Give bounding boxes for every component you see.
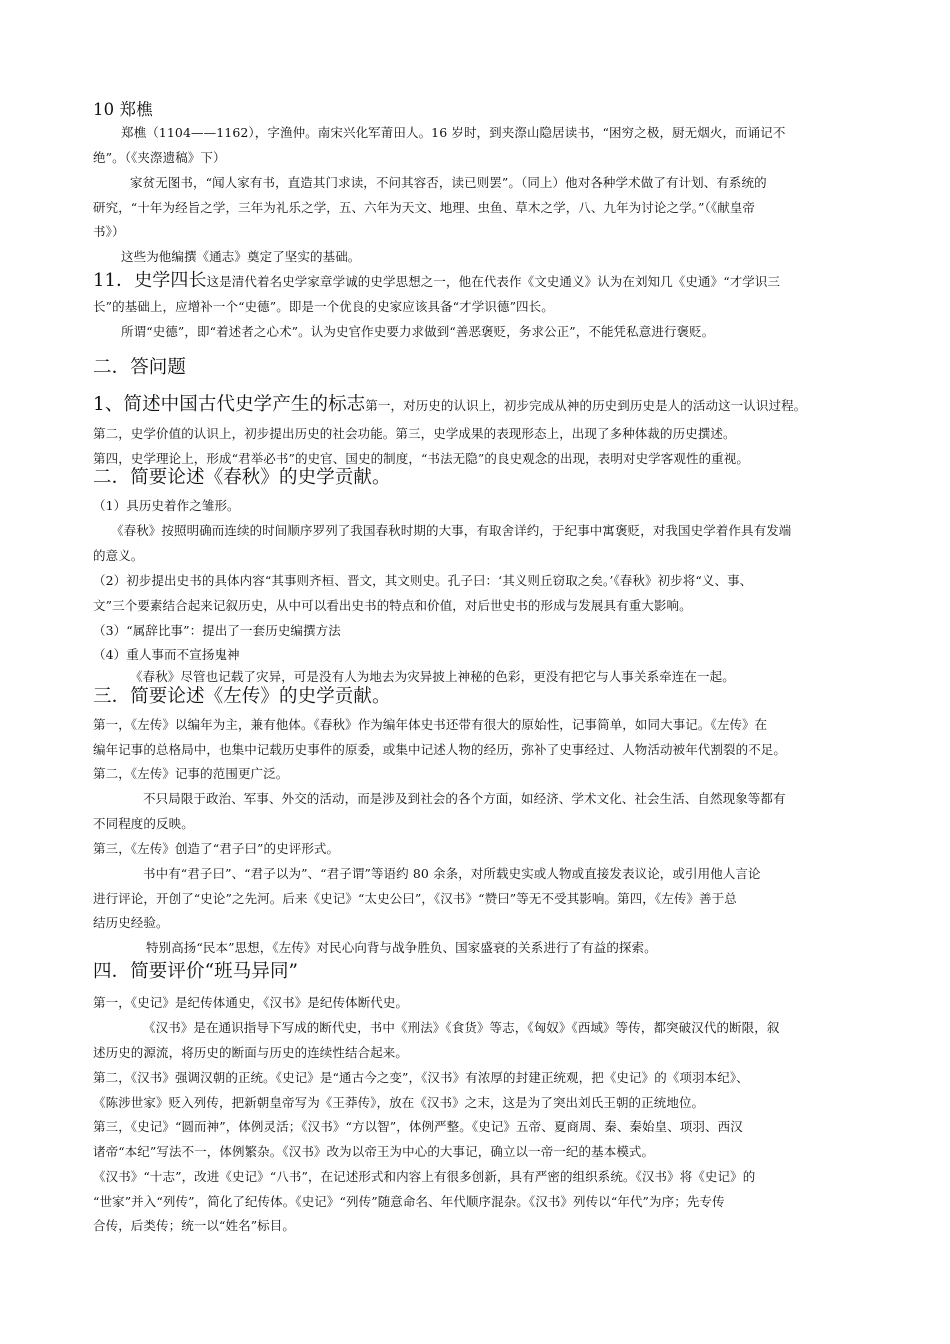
paragraph-line: 诸帝“本纪”写法不一，体例繁杂。《汉书》改为以帝王为中心的大事记，确立以一帝一纪的基本模式。 (93, 1144, 655, 1159)
paragraph-line: 文”三个要素结合起来记叙历史，从中可以看出史书的特点和价值，对后世史书的形成与发展具有重大影响。 (93, 598, 692, 613)
section-line-shixue-sichang (93, 270, 857, 292)
paragraph-line: 家贫无图书，“闻人家有书，直造其门求读，不问其容否，读已则罢”。（同上）他对各种学术做了有计划、有系统的 (130, 175, 767, 190)
paragraph-line: 结历史经验。 (93, 915, 169, 930)
paragraph-line: 《陈涉世家》贬入列传，把新朝皇帝写为《王莽传》，放在《汉书》之末，这是为了突出刘氏王朝的正统地位。 (93, 1095, 705, 1110)
paragraph-line: 第三，《史记》“圆而神”，体例灵活；《汉书》“方以智”，体例严整。《史记》五帝、夏商周、秦、秦始皇、项羽、西汉 (93, 1119, 743, 1134)
paragraph-line: （4）重人事而不宣扬鬼神 (93, 647, 240, 662)
paragraph-line: （2）初步提出史书的具体内容“其事则齐桓、晋文，其文则史。孔子曰：‘其义则丘窃取之矣。’《春秋》初步将“义、事、 (93, 573, 753, 588)
paragraph-line: 绝”。（《夹漈遗稿》下） (93, 150, 226, 165)
paragraph-line: 研究，“十年为经旨之学，三年为礼乐之学，五、六年为天文、地理、虫鱼、草木之学，八、九年为讨论之学。”（《献皇帝 (93, 200, 756, 215)
question-title-zuozhuan: 三．简要论述《左传》的史学贡献。 (93, 686, 391, 707)
paragraph-line: 《汉书》“十志”，改进《史记》“八书”，在记述形式和内容上有很多创新，具有严密的组织系统。《汉书》将《史记》的 (93, 1169, 756, 1184)
paragraph-line: 述历史的源流，将历史的断面与历史的连续性结合起来。 (93, 1045, 409, 1060)
paragraph-line: 第二，《左传》记事的范围更广泛。 (93, 766, 289, 781)
paragraph-line: 进行评论，开创了“史论”之先河。后来《史记》“太史公曰”，《汉书》“赞曰”等无不受其影响。第四，《左传》善于总 (93, 891, 737, 906)
paragraph-line: 《春秋》尽管也记载了灾异，可是没有人为地去为灾异披上神秘的色彩，更没有把它与人事关系牵连在一起。 (130, 669, 735, 684)
paragraph-line: 这些为他编撰《通志》奠定了坚实的基础。 (121, 249, 361, 264)
question-title-chunqiu: 二．简要论述《春秋》的史学贡献。 (93, 467, 391, 488)
paragraph-text: 第一，对历史的认识上，初步完成从神的历史到历史是人的活动这一认识过程。 (365, 398, 807, 413)
section-title-shixue-sichang: 11．史学四长 (93, 270, 207, 291)
paragraph-line: 所谓“史德”，即“着述者之心术”。认为史官作史要力求做到“善恶褒贬，务求公正”，不能凭私意进行褒贬。 (121, 324, 715, 339)
paragraph-line: 第二，史学价值的认识上，初步提出历史的社会功能。第三，史学成果的表现形态上，出现了多种体裁的历史撰述。 (93, 426, 736, 441)
paragraph-line: 不同程度的反映。 (93, 816, 194, 831)
paragraph-text: 这是清代着名史学家章学诚的史学思想之一，他在代表作《文史通义》认为在刘知几《史通》“才学识三 (206, 274, 781, 289)
section-title-zheng-qiao: 10 郑樵 (93, 100, 153, 119)
paragraph-line: 第一，《史记》是纪传体通史，《汉书》是纪传体断代史。 (93, 995, 409, 1010)
paragraph-line: 书》） (93, 224, 125, 239)
paragraph-line: 合传，后类传；统一以“姓名”标目。 (93, 1218, 295, 1233)
paragraph-line: 编年记事的总格局中，也集中记载历史事件的原委，或集中记述人物的经历，弥补了史事经过、人物活动被年代割裂的不足。 (93, 742, 787, 757)
paragraph-line: 《春秋》按照明确而连续的时间顺序罗列了我国春秋时期的大事，有取舍详约，于纪事中寓褒贬，对我国史学着作具有发端 (111, 523, 792, 538)
paragraph-line: “世家”并入“列传”，简化了纪传体。《史记》“列传”随意命名、年代顺序混杂。《汉书》列传以“年代”为序；先专传 (93, 1194, 725, 1209)
paragraph-line: 第一，《左传》以编年为主，兼有他体。《春秋》作为编年体史书还带有很大的原始性，记事简单，如同大事记。《左传》在 (93, 717, 768, 732)
paragraph-line: 长”的基础上，应增补一个“史德”。即是一个优良的史家应该具备“才学识德”四长。 (93, 299, 554, 314)
paragraph-line: 郑樵（1104——1162），字渔仲。南宋兴化军莆田人。16 岁时，到夹漈山隐居读书，“困穷之极，厨无烟火，而诵记不 (121, 125, 786, 140)
question-title-banma: 四．简要评价“班马异同” (93, 961, 299, 982)
paragraph-line: 特别高扬“民本”思想，《左传》对民心向背与战争胜负、国家盛衰的关系进行了有益的探索。 (146, 940, 657, 955)
question-line-1 (93, 394, 857, 416)
paragraph-line: 的意义。 (93, 548, 144, 563)
paragraph-line: 第四，史学理论上，形成“君举必书”的史官、国史的制度，“书法无隐”的良史观念的出现，表明对史学客观性的重视。 (93, 451, 749, 466)
paragraph-line: （3）“属辞比事”：提出了一套历史编撰方法 (93, 623, 341, 638)
paragraph-line: （1）具历史着作之雏形。 (93, 498, 240, 513)
paragraph-line: 第二，《汉书》强调汉朝的正统。《史记》是“通古今之变”，《汉书》有浓厚的封建正统观，把《史记》的《项羽本纪》、 (93, 1070, 749, 1085)
paragraph-line: 书中有“君子曰”、“君子以为”、“君子谓”等语约 80 余条，对所载史实或人物或直接发表议论，或引用他人言论 (143, 866, 761, 881)
question-title-1: 1、简述中国古代史学产生的标志 (93, 394, 366, 415)
paragraph-line: 不只局限于政治、军事、外交的活动，而是涉及到社会的各个方面，如经济、学术文化、社会生活、自然现象等都有 (143, 791, 786, 806)
paragraph-line: 第三，《左传》创造了“君子曰”的史评形式。 (93, 841, 340, 856)
part-heading-questions: 二．答问题 (93, 357, 187, 378)
paragraph-line: 《汉书》是在通识指导下写成的断代史，书中《刑法》《食货》等志，《匈奴》《西域》等传，都突破汉代的断限，叙 (143, 1020, 780, 1035)
